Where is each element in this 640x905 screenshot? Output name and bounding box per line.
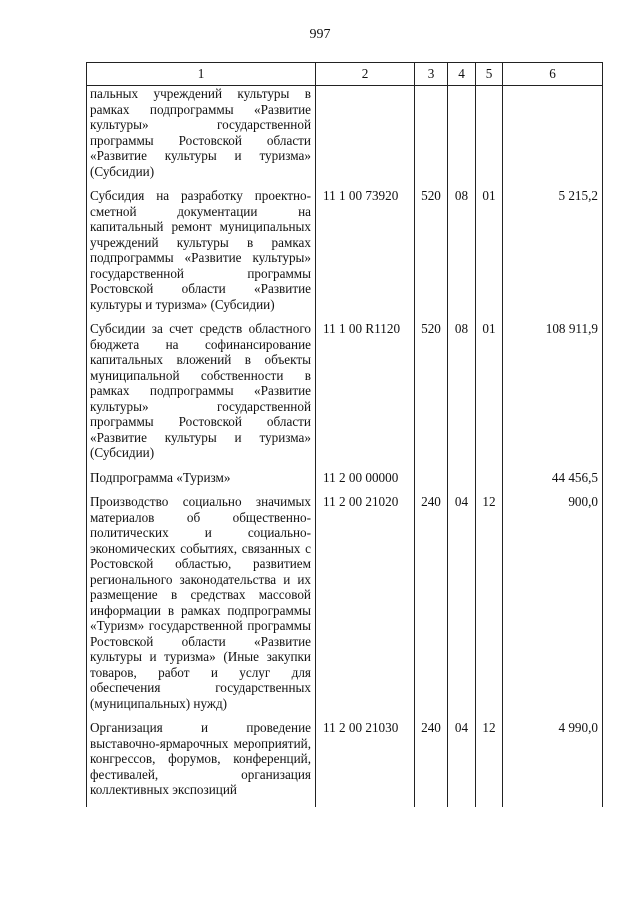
column-header-1: 1 [87, 63, 316, 86]
row-expense-type: 520 [415, 188, 448, 321]
table-row [87, 720, 603, 807]
row-expense-type: 240 [415, 720, 448, 807]
row-description: Субсидия на разработку проектно-сметной документации на капитальный ремонт муниципальных учреждений культуры в рамках подпрограммы «Развитие культуры» государственной программы Ростовской области «Развитие культуры и туризма» (Субсидии) [87, 188, 316, 321]
row-subsection: 12 [476, 720, 503, 807]
row-section: 08 [448, 321, 476, 470]
table-row [87, 188, 603, 321]
table-body [87, 86, 603, 807]
row-target-code: 11 2 00 21020 [316, 494, 415, 720]
header-row [87, 63, 603, 86]
row-expense-type [415, 470, 448, 495]
column-header-4: 4 [448, 63, 476, 86]
row-section: 08 [448, 188, 476, 321]
page-number: 997 [309, 27, 331, 42]
row-amount [503, 86, 603, 189]
budget-table [86, 62, 603, 807]
column-header-5: 5 [476, 63, 503, 86]
row-target-code: 11 1 00 73920 [316, 188, 415, 321]
row-description: Подпрограмма «Туризм» [87, 470, 316, 495]
row-amount: 5 215,2 [503, 188, 603, 321]
row-expense-type: 240 [415, 494, 448, 720]
row-description: Организация и проведение выставочно-ярмарочных мероприятий, конгрессов, форумов, конференций, фестивалей, организация коллективных экспозиций [87, 720, 316, 807]
row-expense-type [415, 86, 448, 189]
row-description: Субсидии за счет средств областного бюджета на софинансирование капитальных вложений в объекты муниципальной собственности в рамках подпрограммы «Развитие культуры» государственной программы Ростовской области «Развитие культуры и туризма» (Субсидии) [87, 321, 316, 470]
row-subsection [476, 86, 503, 189]
row-section: 04 [448, 720, 476, 807]
row-subsection: 12 [476, 494, 503, 720]
row-description: Производство социально значимых материалов об общественно-политических и социально-экономических событиях, связанных с Ростовской областью, развитием регионального законодательства и их размещение в средствах массовой информации в рамках подпрограммы «Туризм» государственной программы Ростовской области «Развитие культуры и туризма» (Иные закупки товаров, работ и услуг для обеспечения государственных (муниципальных) нужд) [87, 494, 316, 720]
table-header [87, 63, 603, 86]
table-row [87, 494, 603, 720]
row-target-code [316, 86, 415, 189]
row-expense-type: 520 [415, 321, 448, 470]
table-row [87, 321, 603, 470]
column-header-3: 3 [415, 63, 448, 86]
row-amount: 108 911,9 [503, 321, 603, 470]
row-section [448, 86, 476, 189]
row-amount: 4 990,0 [503, 720, 603, 807]
row-amount: 900,0 [503, 494, 603, 720]
row-target-code: 11 1 00 R1120 [316, 321, 415, 470]
row-subsection: 01 [476, 321, 503, 470]
row-subsection: 01 [476, 188, 503, 321]
row-target-code: 11 2 00 21030 [316, 720, 415, 807]
row-section: 04 [448, 494, 476, 720]
row-target-code: 11 2 00 00000 [316, 470, 415, 495]
row-amount: 44 456,5 [503, 470, 603, 495]
table-row [87, 86, 603, 189]
row-subsection [476, 470, 503, 495]
column-header-6: 6 [503, 63, 603, 86]
column-header-2: 2 [316, 63, 415, 86]
row-section [448, 470, 476, 495]
table-row [87, 470, 603, 495]
row-description: пальных учреждений культуры в рамках подпрограммы «Развитие культуры» государственной программы Ростовской области «Развитие культуры и туризма» (Субсидии) [87, 86, 316, 189]
